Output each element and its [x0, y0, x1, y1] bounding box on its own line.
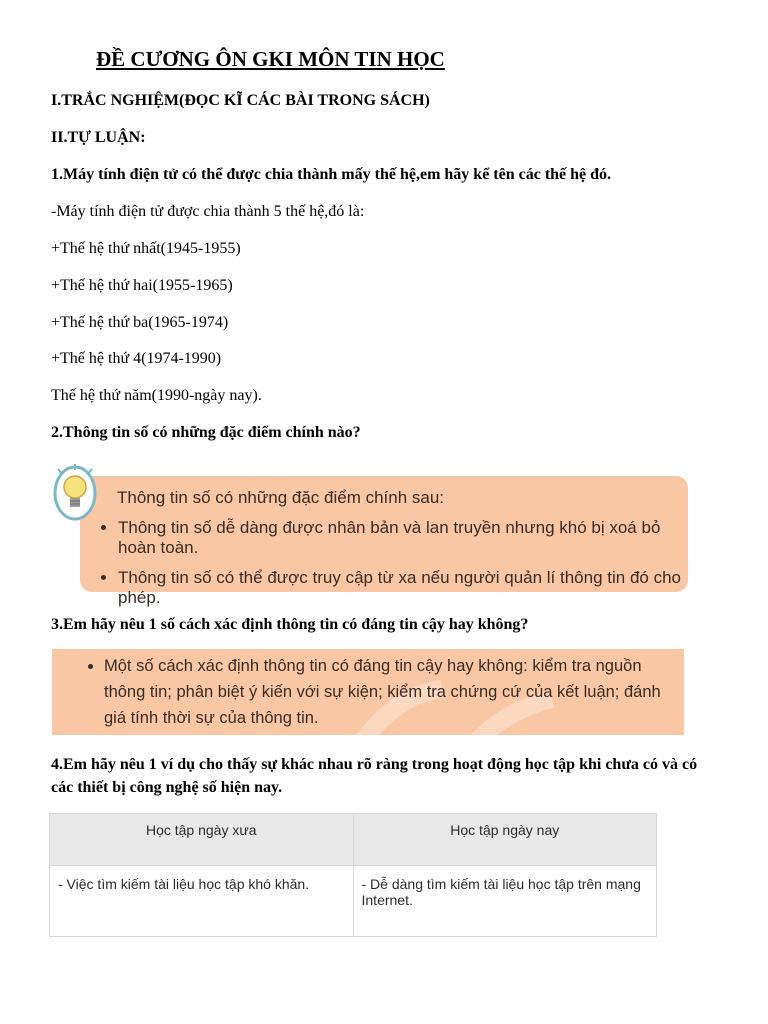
info-box-list — [98, 508, 688, 608]
section-multiple-choice: I.TRẮC NGHIỆM(ĐỌC KĨ CÁC BÀI TRONG SÁCH) — [51, 92, 430, 109]
question-4: 4.Em hãy nêu 1 ví dụ cho thấy sự khác nhau rõ ràng trong hoạt động học tập khi chưa có và có các thiết bị công nghệ số hiện nay. — [51, 756, 698, 796]
table-cell: - Việc tìm kiếm tài liệu học tập khó khăn. — [50, 866, 354, 937]
answer-line: +Thế hệ thứ hai(1955-1965) — [51, 277, 233, 294]
info-box-reliability — [52, 649, 684, 735]
lightbulb-icon — [50, 460, 100, 524]
info-box-heading: Thông tin số có những đặc điểm chính sau: — [117, 488, 445, 507]
section-essay: II.TỰ LUẬN: — [51, 129, 146, 146]
question-3: 3.Em hãy nêu 1 số cách xác định thông tin có đáng tin cậy hay không? — [51, 616, 529, 633]
table-header: Học tập ngày xưa — [50, 814, 354, 866]
table-cell: - Dễ dàng tìm kiếm tài liệu học tập trên mạng Internet. — [353, 866, 657, 937]
list-item: • Thông tin số dễ dàng được nhân bản và lan truyền nhưng khó bị xoá bỏ hoàn toàn. — [118, 518, 688, 558]
document-title: ĐỀ CƯƠNG ÔN GKI MÔN TIN HỌC — [96, 47, 445, 71]
table-header-row — [50, 814, 657, 866]
list-item: • Thông tin số có thể được truy cập từ xa nếu người quản lí thông tin đó cho phép. — [118, 568, 688, 608]
answer-line: +Thế hệ thứ 4(1974-1990) — [51, 350, 222, 367]
answer-line: Thế hệ thứ năm(1990-ngày nay). — [51, 387, 262, 404]
info-box-digital-info — [80, 476, 688, 607]
table-header: Học tập ngày nay — [353, 814, 657, 866]
question-2: 2.Thông tin số có những đặc điểm chính nào? — [51, 424, 361, 441]
answer-line: +Thế hệ thứ nhất(1945-1955) — [51, 240, 241, 257]
answer-line: +Thế hệ thứ ba(1965-1974) — [51, 314, 229, 331]
table-row — [50, 866, 657, 937]
list-item: • Một số cách xác định thông tin có đáng tin cậy hay không: kiểm tra nguồn thông tin; phân biệt ý kiến với sự kiện; kiểm tra chứng cứ của kết luận; đánh giá tính thời sự của thông tin. — [104, 653, 674, 731]
info-box-list — [52, 649, 684, 731]
comparison-table — [49, 813, 657, 937]
question-1: 1.Máy tính điện tử có thể được chia thành mấy thế hệ,em hãy kể tên các thế hệ đó. — [51, 166, 612, 183]
answer-line: -Máy tính điện tử được chia thành 5 thế hệ,đó là: — [51, 203, 365, 220]
